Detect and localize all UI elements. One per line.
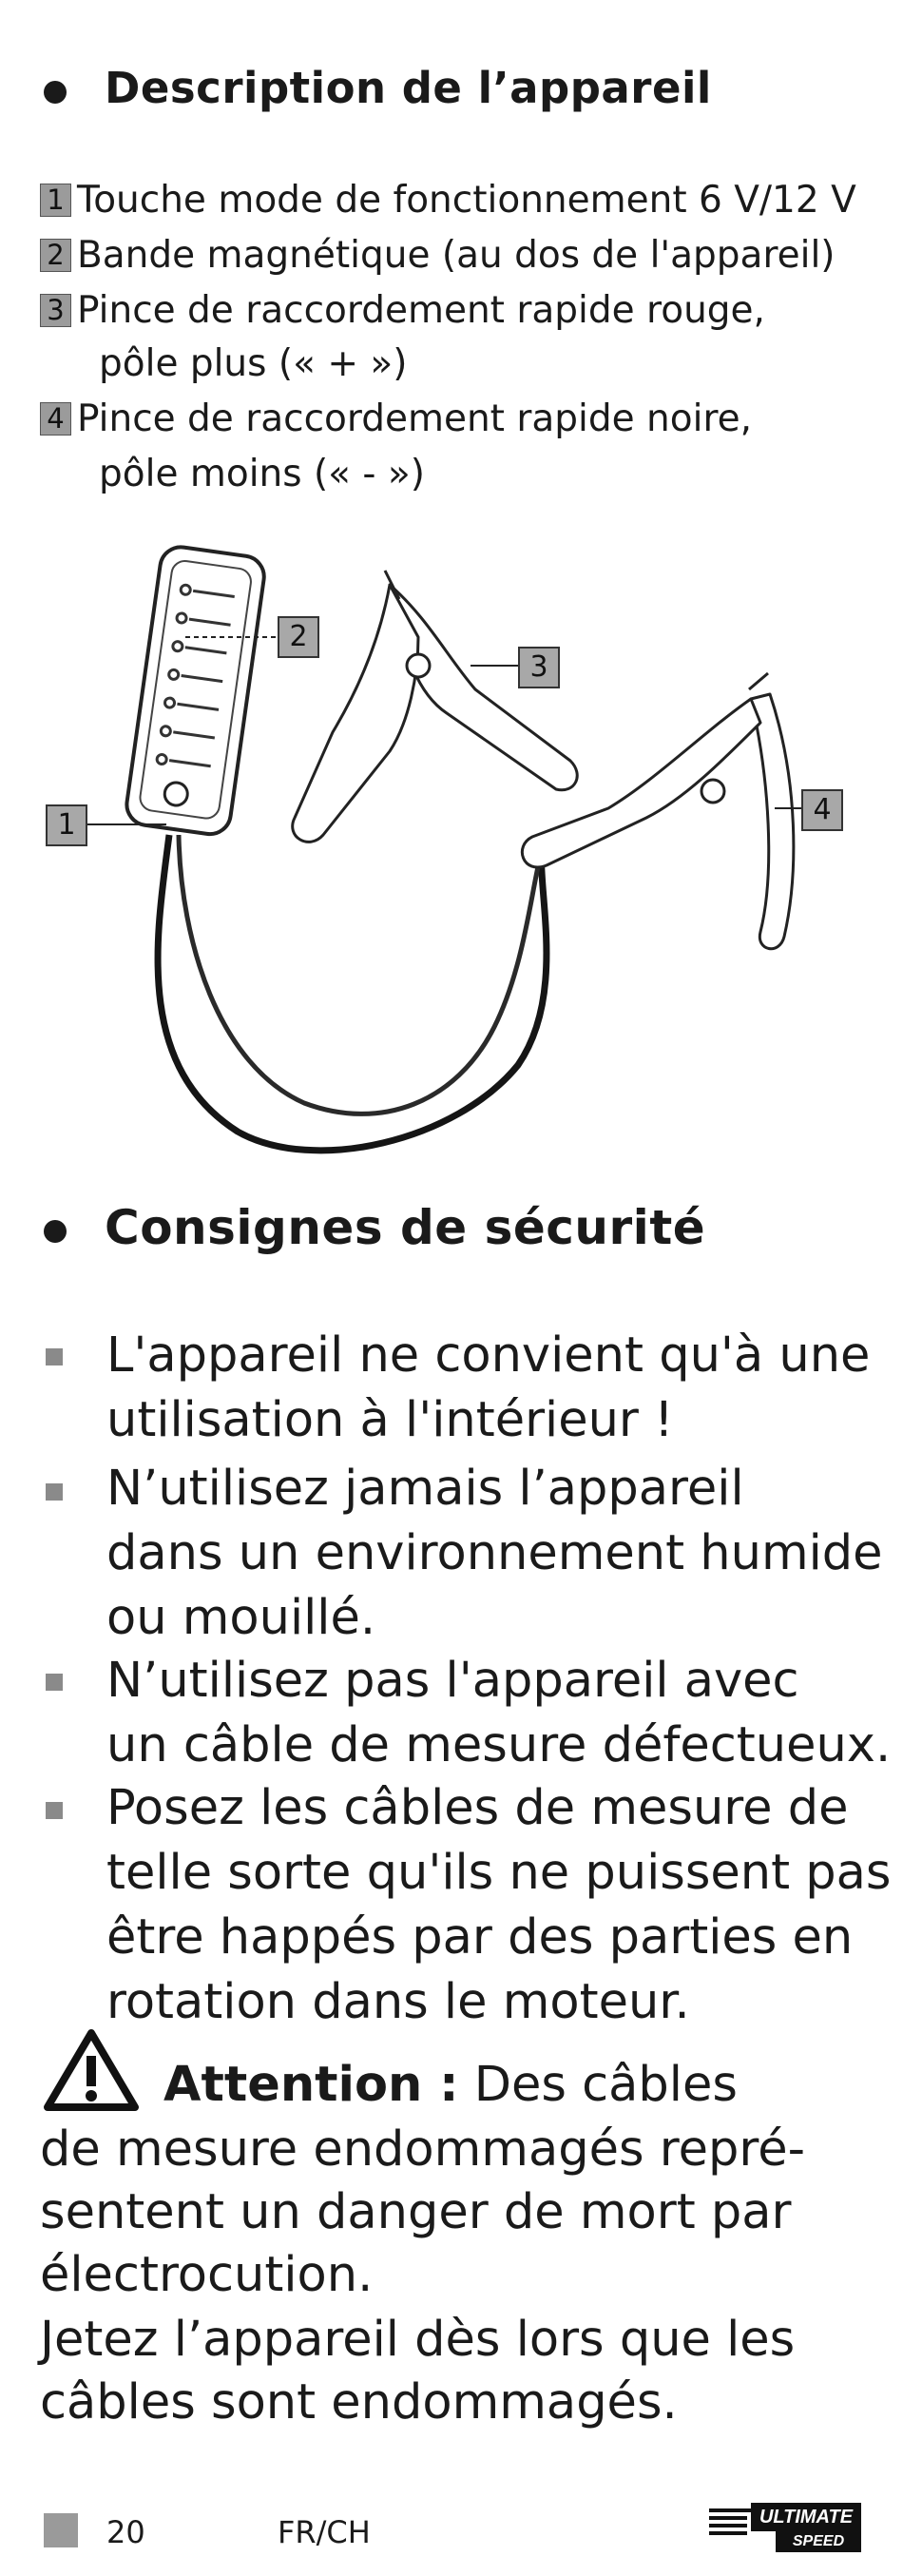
legend-number: 3: [40, 294, 71, 327]
legend-text: Pince de raccordement rapide noire,: [77, 397, 753, 440]
legend-text: Bande magnétique (au dos de l'appareil): [77, 234, 836, 277]
black-cable: [158, 835, 547, 1151]
warning-text-line: de mesure endommagés repré-: [40, 2121, 805, 2178]
red-clamp: [293, 571, 578, 842]
logo-line1: ULTIMATE: [751, 2503, 861, 2531]
legend-text: Touche mode de fonctionnement 6 V/12 V: [77, 179, 856, 222]
legend-number: 1: [40, 184, 71, 217]
warning-first-line: [163, 2054, 738, 2117]
legend-number: 2: [40, 239, 71, 272]
locale-label: FR/CH: [278, 2514, 371, 2550]
legend-item-2: [40, 229, 836, 282]
section-title-description: Description de l’appareil: [105, 63, 712, 113]
list-bullet: [46, 1802, 63, 1819]
warning-label: Attention :: [163, 2057, 459, 2113]
warning-text-line: électrocution.: [40, 2247, 374, 2303]
legend-text-continued: pôle moins (« - »): [99, 453, 425, 495]
tester-body: [125, 545, 267, 837]
mode-button: [163, 781, 189, 806]
warning-text-line: Jetez l’appareil dès lors que les: [40, 2312, 796, 2368]
list-bullet: [46, 1348, 63, 1365]
figure-label-3: 3: [518, 647, 560, 688]
list-item: N’utilisez pas l'appareil avec un câble de mesure défectueux.: [106, 1653, 892, 1773]
figure-label-1: 1: [46, 804, 87, 846]
page-number: 20: [106, 2514, 145, 2550]
list-bullet: [46, 1483, 63, 1501]
list-bullet: [46, 1674, 63, 1691]
device-illustration: [0, 533, 903, 1189]
list-item: N’utilisez jamais l’appareil dans un environnement humide ou mouillé.: [106, 1461, 883, 1646]
red-cable: [179, 835, 544, 1114]
list-item: Posez les câbles de mesure de telle sorte qu'ils ne puissent pas être happés par des parties en rotation dans le moteur.: [106, 1780, 892, 2030]
figure-label-4: 4: [801, 789, 843, 831]
list-item: L'appareil ne convient qu'à une utilisation à l'intérieur !: [106, 1327, 871, 1448]
section-title-safety: Consignes de sécurité: [105, 1200, 706, 1255]
figure-label-2: 2: [278, 616, 319, 658]
warning-text: Des câbles: [458, 2057, 738, 2113]
legend-number: 4: [40, 402, 71, 436]
footer-marker: [44, 2513, 78, 2547]
section-bullet: [44, 1220, 67, 1243]
legend-item-4: [40, 393, 752, 446]
black-clamp: [522, 673, 793, 949]
logo-line2: SPEED: [776, 2531, 861, 2552]
legend-item-3: [40, 284, 765, 338]
legend-text-continued: pôle plus (« + »): [99, 342, 408, 385]
legend-text: Pince de raccordement rapide rouge,: [77, 289, 765, 332]
brand-logo: [709, 2503, 861, 2558]
warning-text-line: câbles sont endommagés.: [40, 2374, 678, 2431]
warning-text-line: sentent un danger de mort par: [40, 2184, 792, 2240]
legend-item-1: [40, 174, 856, 227]
section-bullet: [44, 81, 67, 104]
warning-icon: [42, 2027, 141, 2113]
